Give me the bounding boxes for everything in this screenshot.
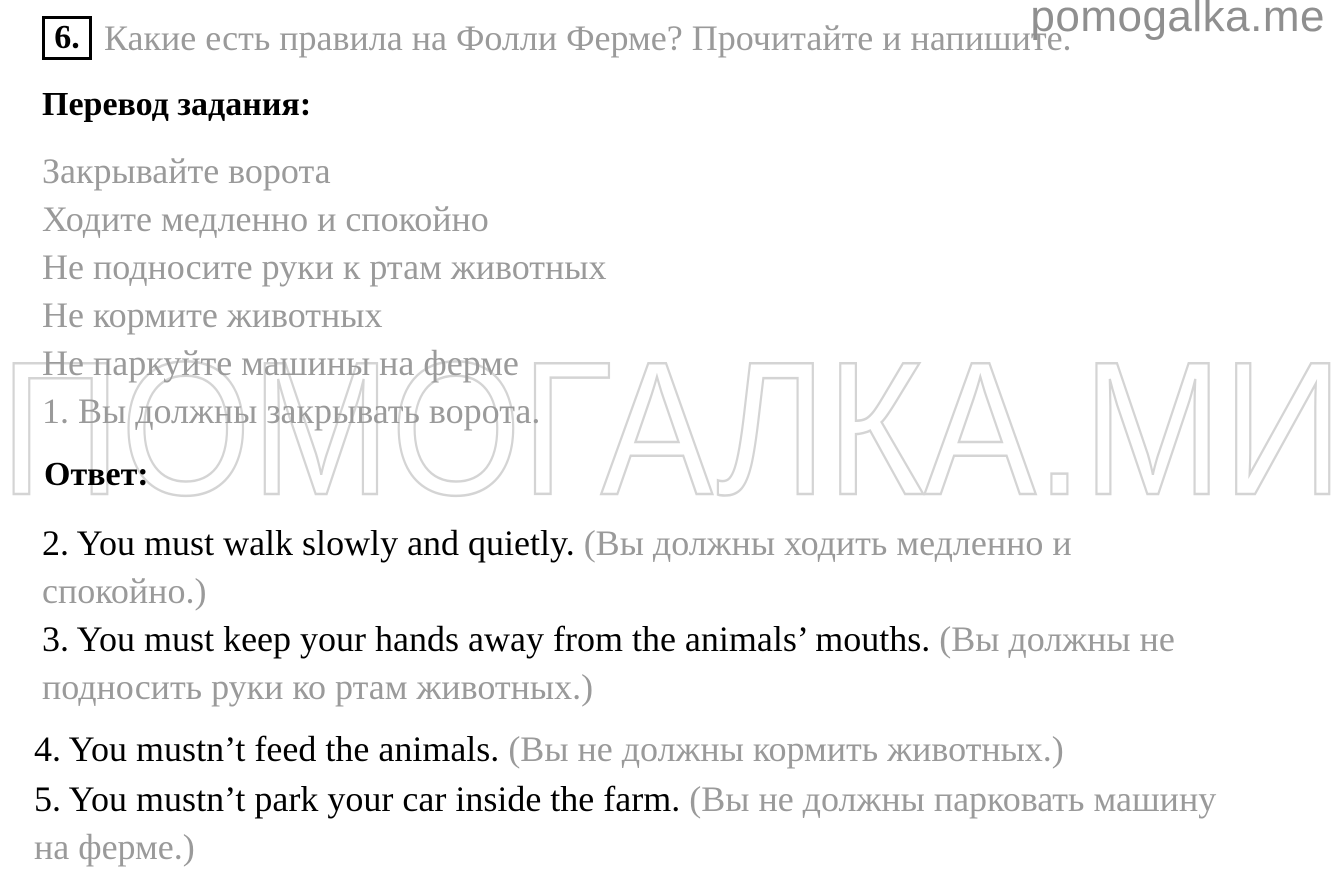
rule-line: Не паркуйте машины на ферме [42, 343, 519, 383]
answer-item-5-continued [34, 826, 195, 868]
answer-heading: Ответ: [44, 456, 149, 493]
task-header [42, 16, 1072, 60]
answer-russian: (Вы должны ходить медленно и [583, 523, 1072, 563]
answer-russian: на ферме.) [34, 827, 195, 867]
site-watermark: pomogalka.me [1030, 0, 1325, 41]
answer-english: 5. You mustn’t park your car inside the farm. [34, 779, 681, 819]
answer-russian: (Вы не должны парковать машину [689, 779, 1217, 819]
answer-russian: (Вы должны не [939, 619, 1175, 659]
answer-item-5 [34, 778, 1216, 820]
rule-line: Ходите медленно и спокойно [42, 199, 489, 239]
answer-item-2 [42, 522, 1072, 564]
answer-item-4 [34, 728, 1064, 770]
answer-item-2-continued [42, 570, 206, 612]
answer-english: 2. You must walk slowly and quietly. [42, 523, 575, 563]
answer-russian: спокойно.) [42, 571, 207, 611]
answer-russian: (Вы не должны кормить животных.) [508, 729, 1064, 769]
rule-line: Не кормите животных [42, 295, 383, 335]
answer-russian: подносить руки ко ртам животных.) [42, 667, 594, 707]
answer-english: 4. You mustn’t feed the animals. [34, 729, 500, 769]
svg-text:ПОМОГАЛКА.МИ: ПОМОГАЛКА.МИ [0, 352, 1343, 502]
task-number-badge: 6. [42, 16, 92, 60]
translation-heading: Перевод задания: [42, 86, 312, 123]
answer-item-3-continued [42, 666, 593, 708]
answer-item-3 [42, 618, 1175, 660]
example-line: 1. Вы должны закрывать ворота. [42, 391, 541, 431]
rule-line: Не подносите руки к ртам животных [42, 247, 607, 287]
task-instruction: Какие есть правила на Фолли Ферме? Прочитайте и напишите. [104, 18, 1072, 58]
rule-line: Закрывайте ворота [42, 151, 331, 191]
answer-english: 3. You must keep your hands away from the animals’ mouths. [42, 619, 931, 659]
